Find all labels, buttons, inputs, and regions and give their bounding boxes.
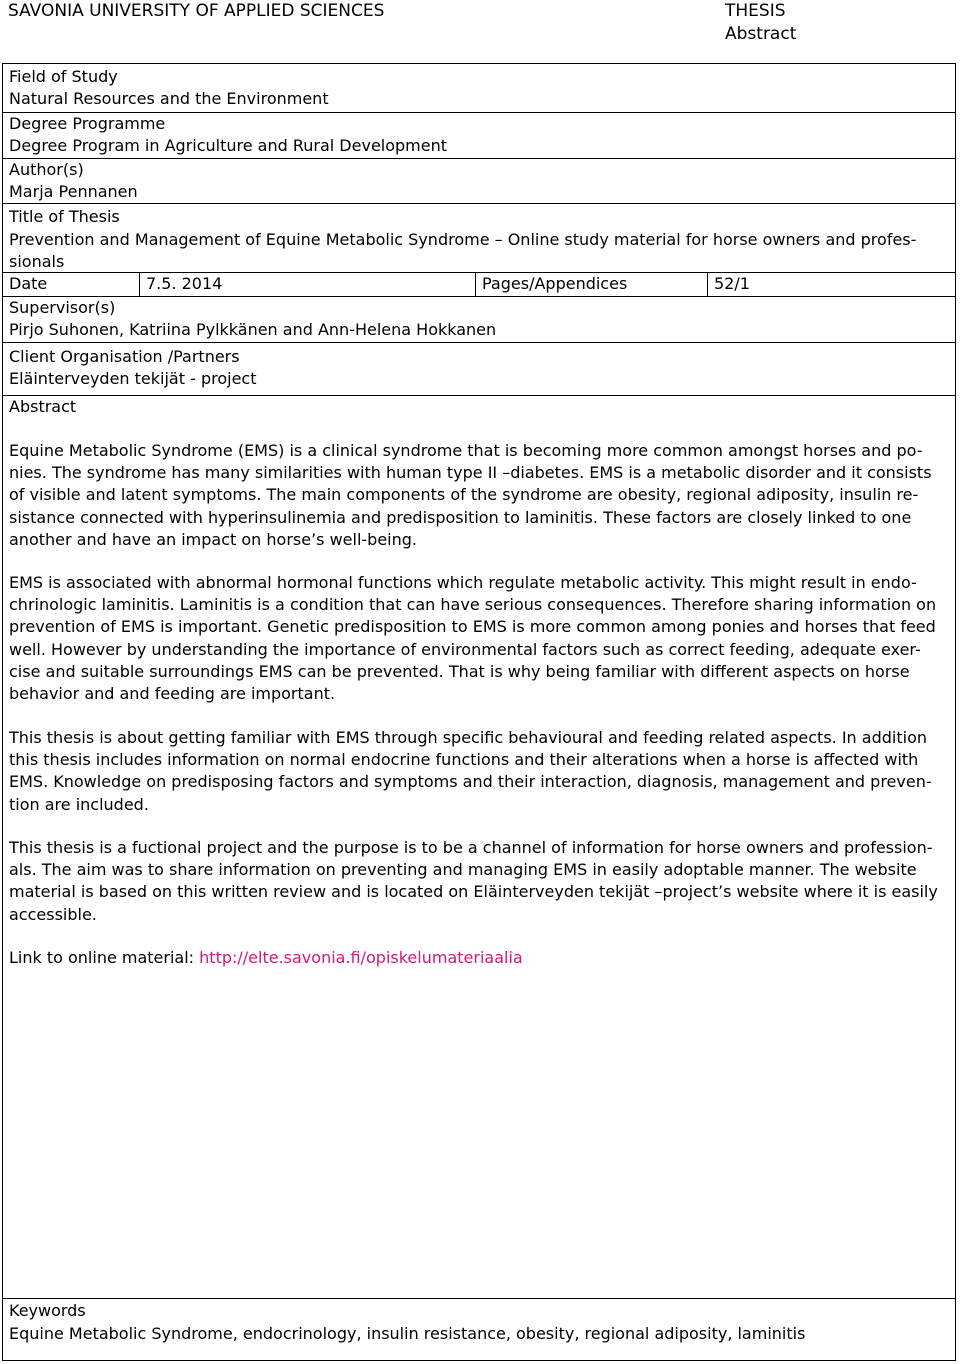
- abstract-line: chrinologic laminitis. Laminitis is a condition that can have serious consequences. Therefore sharing information on: [9, 595, 937, 615]
- thesis-title-label: Title of Thesis: [9, 207, 120, 226]
- abstract-paragraph: [9, 440, 951, 551]
- supervisors-label: Supervisor(s): [9, 298, 116, 317]
- thesis-title-section: [3, 204, 955, 273]
- online-material-line: [9, 947, 523, 969]
- field-of-study-value: Natural Resources and the Environment: [9, 89, 329, 108]
- online-material-label: Link to online material:: [9, 948, 200, 967]
- abstract-line: material is based on this written review and is located on Eläinterveyden tekijät –project’s website where it is easily: [9, 882, 938, 902]
- abstract-line: sistance connected with hyperinsulinemia and predisposition to laminitis. These factors are closely linked to one: [9, 507, 912, 527]
- pages-label: Pages/Appendices: [482, 274, 628, 293]
- keywords-value: Equine Metabolic Syndrome, endocrinology, insulin resistance, obesity, regional adiposity, laminitis: [9, 1324, 806, 1343]
- field-of-study-section: [3, 64, 955, 113]
- institution-name: SAVONIA UNIVERSITY OF APPLIED SCIENCES: [8, 1, 385, 21]
- abstract-line: accessible.: [9, 904, 97, 924]
- abstract-section: [3, 396, 955, 1299]
- abstract-line: This thesis is about getting familiar with EMS through specific behavioural and feeding related aspects. In addition: [9, 728, 927, 747]
- abstract-line: als. The aim was to share information on preventing and managing EMS in easily adoptable manner. The website: [9, 860, 917, 880]
- supervisors-section: [3, 297, 955, 343]
- degree-programme-value: Degree Program in Agriculture and Rural Development: [9, 136, 448, 155]
- abstract-line: prevention of EMS is important. Genetic predisposition to EMS is more common among ponies and horses that feed: [9, 617, 936, 637]
- abstract-line: cise and suitable surroundings EMS can be prevented. That is why being familiar with different aspects on horse: [9, 661, 910, 681]
- pages-value: 52/1: [714, 274, 750, 293]
- divider: [139, 273, 140, 296]
- degree-programme-label: Degree Programme: [9, 114, 166, 133]
- abstract-line: nies. The syndrome has many similarities with human type II –diabetes. EMS is a metabolic disorder and it consists: [9, 463, 932, 483]
- abstract-line: well. However by understanding the importance of environmental factors such as correct feeding, adequate exer-: [9, 639, 921, 659]
- abstract-paragraph: [9, 572, 951, 705]
- degree-programme-section: [3, 113, 955, 159]
- abstract-line: tion are included.: [9, 794, 149, 814]
- abstract-line: EMS. Knowledge on predisposing factors and symptoms and their interaction, diagnosis, management and preven-: [9, 772, 932, 792]
- keywords-section: [3, 1299, 955, 1360]
- abstract-line: This thesis is a fuctional project and the purpose is to be a channel of information for horse owners and profession-: [9, 838, 933, 857]
- date-label: Date: [9, 274, 48, 293]
- doc-subtype-label: Abstract: [725, 24, 797, 44]
- abstract-line: Equine Metabolic Syndrome (EMS) is a clinical syndrome that is becoming more common amongst horses and po-: [9, 441, 923, 460]
- client-label: Client Organisation /Partners: [9, 347, 240, 366]
- authors-label: Author(s): [9, 160, 84, 179]
- client-value: Eläinterveyden tekijät - project: [9, 369, 257, 388]
- abstract-line: this thesis includes information on normal endocrine functions and their alterations when a horse is affected with: [9, 750, 919, 770]
- divider: [475, 273, 476, 296]
- field-of-study-label: Field of Study: [9, 67, 118, 86]
- keywords-label: Keywords: [9, 1301, 86, 1320]
- date-pages-row: [3, 273, 955, 297]
- divider: [707, 273, 708, 296]
- abstract-label: Abstract: [9, 397, 77, 416]
- client-section: [3, 343, 955, 396]
- online-material-link[interactable]: http://elte.savonia.fi/opiskelumateriaalia: [199, 948, 523, 967]
- abstract-paragraph: [9, 837, 951, 926]
- abstract-paragraph: [9, 727, 951, 816]
- document-type: [725, 0, 796, 46]
- abstract-form: [2, 63, 956, 1361]
- abstract-line: of visible and latent symptoms. The main components of the syndrome are obesity, regional adiposity, insulin re-: [9, 485, 919, 505]
- abstract-line: behavior and and feeding are important.: [9, 683, 336, 703]
- authors-section: [3, 159, 955, 204]
- thesis-title-line: Prevention and Management of Equine Metabolic Syndrome – Online study material for horse owners and profes-: [9, 230, 917, 249]
- supervisors-value: Pirjo Suhonen, Katriina Pylkkänen and Ann-Helena Hokkanen: [9, 320, 497, 339]
- date-value: 7.5. 2014: [146, 274, 223, 293]
- doc-type-label: THESIS: [725, 1, 786, 21]
- abstract-line: another and have an impact on horse’s well-being.: [9, 529, 417, 549]
- thesis-title-line: sionals: [9, 252, 65, 271]
- authors-value: Marja Pennanen: [9, 182, 138, 201]
- abstract-line: EMS is associated with abnormal hormonal functions which regulate metabolic activity. This might result in endo-: [9, 573, 917, 592]
